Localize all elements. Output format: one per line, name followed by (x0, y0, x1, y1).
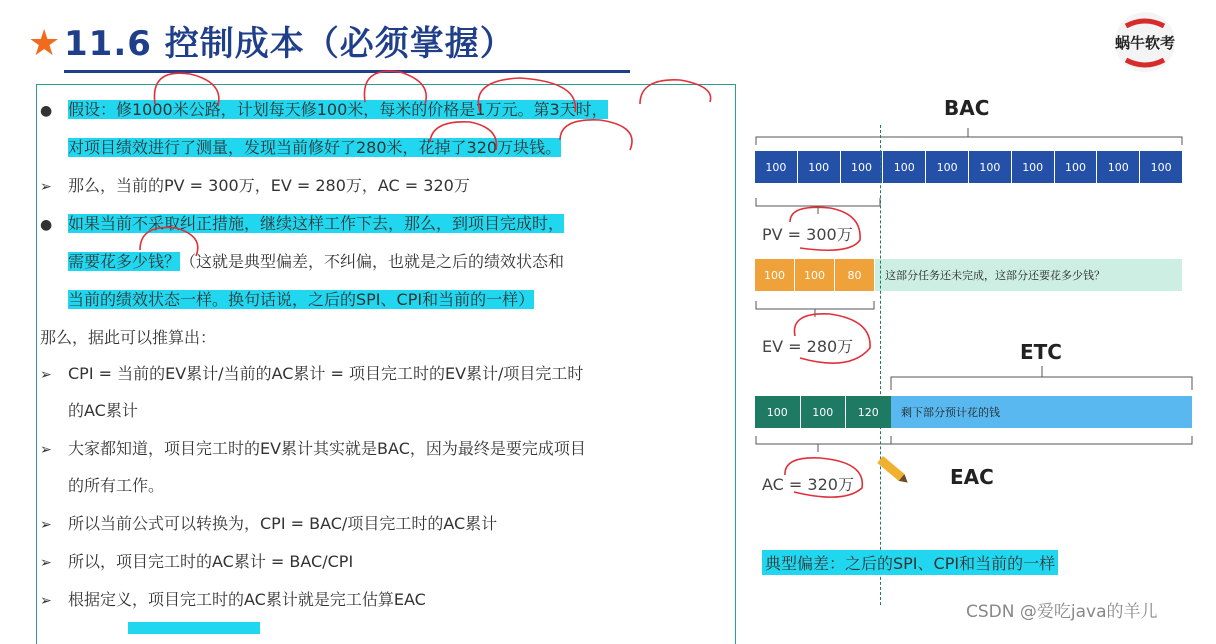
bac-cell: 100 (798, 151, 841, 183)
title-star: ★ (28, 23, 61, 64)
watermark: CSDN @爱吃java的羊儿 (966, 602, 1158, 622)
ev-value: EV = 280万 (762, 337, 854, 356)
list-item: ➢ 那么，当前的PV = 300万，EV = 280万，AC = 320万 (40, 174, 470, 199)
list-item-cont: 的所有工作。 (68, 476, 165, 495)
list-item: ➢ 根据定义，项目完工时的AC累计就是完工估算EAC (40, 588, 426, 613)
ac-cell: 100 (801, 396, 847, 428)
etc-label: ETC (1020, 340, 1062, 364)
ac-cell: 100 (755, 396, 801, 428)
arrow-icon: ➢ (40, 367, 52, 383)
bac-cell: 100 (755, 151, 798, 183)
bac-cell: 100 (1140, 151, 1183, 183)
bac-cell: 100 (883, 151, 926, 183)
bac-cell: 100 (969, 151, 1012, 183)
ac-cell: 120 (846, 396, 892, 428)
brand-logo (1104, 10, 1186, 74)
eac-label: EAC (950, 465, 994, 489)
list-item-cont: 对项目绩效进行了测量，发现当前修好了280米，花掉了320万块钱。 (68, 138, 562, 157)
arrow-icon: ➢ (40, 517, 52, 533)
bullet-icon: ● (40, 103, 53, 119)
arrow-icon: ➢ (40, 593, 52, 609)
arrow-icon: ➢ (40, 555, 52, 571)
bac-cell: 100 (1012, 151, 1055, 183)
bac-cell: 100 (926, 151, 969, 183)
ev-cell: 100 (755, 259, 795, 291)
paragraph: 那么，据此可以推算出： (40, 328, 217, 347)
pv-value: PV = 300万 (762, 225, 853, 244)
ev-cell: 100 (795, 259, 835, 291)
page-title: 11.6 控制成本（必须掌握） (64, 24, 515, 64)
list-item-cont: 的AC累计 (68, 401, 138, 420)
list-item: ● 如果当前不采取纠正措施，继续这样工作下去，那么，到项目完成时， (40, 212, 564, 237)
bullet-icon: ● (40, 217, 53, 233)
ac-value: AC = 320万 (762, 475, 854, 494)
arrow-icon: ➢ (40, 442, 52, 458)
typical-variance-note: 典型偏差：之后的SPI、CPI和当前的一样 (762, 550, 1058, 575)
ev-remaining-note: 这部分任务还未完成，这部分还要花多少钱？ (875, 259, 1182, 291)
bac-label: BAC (944, 96, 990, 120)
bac-cell: 100 (1055, 151, 1098, 183)
list-item: ➢ 所以当前公式可以转换为，CPI = BAC/项目完工时的AC累计 (40, 512, 497, 537)
list-item: ➢ 大家都知道，项目完工时的EV累计其实就是BAC，因为最终是要完成项目 (40, 437, 586, 462)
logo-text: 蜗牛软考 (1114, 34, 1175, 52)
title-underline (64, 70, 630, 73)
list-item: ➢ 所以，项目完工时的AC累计 = BAC/CPI (40, 550, 353, 575)
current-time-divider (880, 125, 881, 605)
list-item-cont: 当前的绩效状态一样。换句话说，之后的SPI、CPI和当前的一样） (68, 290, 535, 309)
bac-cell: 100 (1097, 151, 1140, 183)
arrow-icon: ➢ (40, 179, 52, 195)
ev-cell: 80 (835, 259, 875, 291)
ac-remaining-note: 剩下部分预计花的钱 (891, 396, 1192, 428)
list-item: ➢ CPI = 当前的EV累计/当前的AC累计 = 项目完工时的EV累计/项目完工时 (40, 362, 583, 387)
list-item-cont: 需要花多少钱？（这就是典型偏差，不纠偏，也就是之后的绩效状态和 (68, 252, 565, 271)
bac-cell: 100 (841, 151, 884, 183)
list-item: ● 假设：修1000米公路，计划每天修100米，每米的价格是1万元。第3天时， (40, 98, 608, 123)
highlight-strip (128, 622, 260, 634)
